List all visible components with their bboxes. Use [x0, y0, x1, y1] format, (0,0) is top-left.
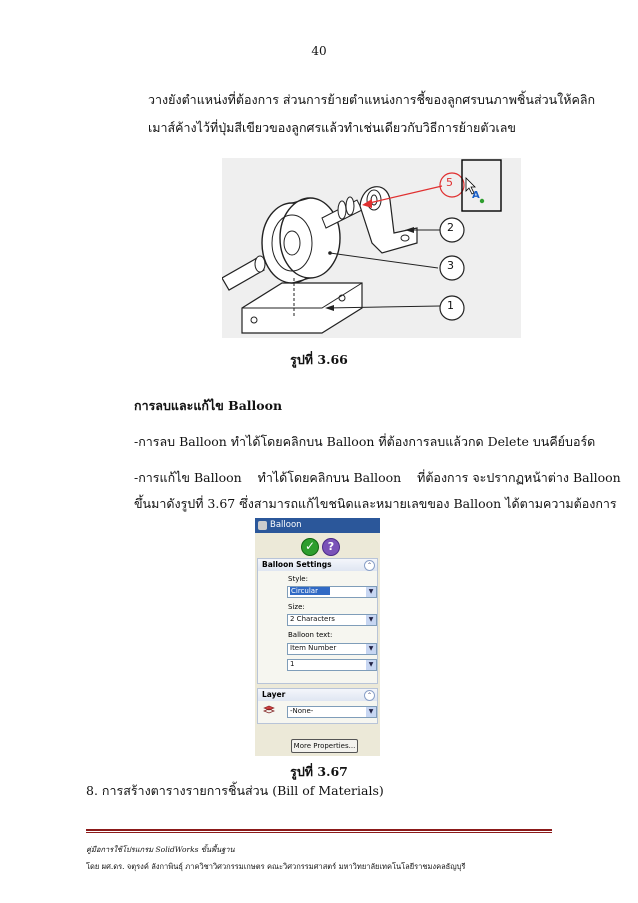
- panel-title-bar: [255, 518, 380, 533]
- layers-icon: [263, 705, 275, 715]
- section-heading: การลบและแก้ไข Balloon: [134, 398, 283, 413]
- balloon-settings-title: Balloon Settings: [262, 560, 332, 569]
- collapse-icon[interactable]: ⌃: [364, 690, 375, 701]
- footer-line-2: โดย ผศ.ดร. จตุรงค์ ลังกาพินธุ์ ภาควิชาวิศวกรรมเกษตร คณะวิศวกรรมศาสตร์ มหาวิทยาลัยเทคโนโลยีราชมงคลธัญบุรี: [86, 862, 466, 871]
- layer-select[interactable]: [287, 706, 377, 718]
- chevron-down-icon[interactable]: ▼: [366, 707, 376, 717]
- chevron-down-icon[interactable]: ▼: [366, 660, 376, 670]
- balloon-settings-header[interactable]: [258, 559, 377, 571]
- intro-line-2: เมาส์ค้างไว้ที่ปุ่มสีเขียวของลูกศรแล้วทำเช่นเดียวกับวิธีการย้ายตัวเลข: [148, 120, 516, 135]
- style-value: Circular: [290, 587, 330, 595]
- balloon-drawing-figure: [222, 158, 521, 338]
- help-button[interactable]: ?: [322, 538, 340, 556]
- item-number-value: 1: [290, 660, 295, 668]
- panel-title: Balloon: [270, 520, 302, 530]
- style-select[interactable]: [287, 586, 377, 598]
- layer-title: Layer: [262, 690, 286, 699]
- style-label: Style:: [288, 575, 308, 583]
- balloon-settings-group: [257, 558, 378, 684]
- figure-caption-3-66: รูปที่ 3.66: [290, 352, 348, 367]
- balloon-property-panel: [255, 518, 380, 756]
- balloon-text-select[interactable]: [287, 643, 377, 655]
- balloon-2: 2: [447, 221, 454, 234]
- intro-line-1: วางยังตำแหน่งที่ต้องการ ส่วนการย้ายตำแหน่งการชี้ของลูกศรบนภาพชิ้นส่วนให้คลิก: [148, 92, 596, 107]
- balloon-text-value: Item Number: [290, 644, 337, 652]
- footer-rule-thin: [86, 832, 552, 833]
- size-label: Size:: [288, 603, 305, 611]
- svg-text:A: A: [472, 190, 480, 201]
- footer-line-1: คู่มือการใช้โปรแกรม SolidWorks ขั้นพื้นฐาน: [86, 845, 235, 854]
- chevron-down-icon[interactable]: ▼: [366, 587, 376, 597]
- figure-caption-3-67: รูปที่ 3.67: [290, 764, 348, 779]
- balloon-5: 5: [446, 176, 453, 189]
- layer-group: [257, 688, 378, 724]
- item-number-select[interactable]: [287, 659, 377, 671]
- more-properties-button[interactable]: More Properties...: [291, 739, 358, 753]
- chevron-down-icon[interactable]: ▼: [366, 644, 376, 654]
- footer-rule: [86, 829, 552, 831]
- balloon-3: 3: [447, 259, 454, 272]
- delete-instruction: -การลบ Balloon ทำได้โดยคลิกบน Balloon ที่ต้องการลบแล้วกด Delete บนคีย์บอร์ด: [134, 434, 596, 449]
- collapse-icon[interactable]: ⌃: [364, 560, 375, 571]
- size-value: 2 Characters: [290, 615, 335, 623]
- size-select[interactable]: [287, 614, 377, 626]
- ok-button[interactable]: [301, 538, 319, 556]
- balloon-1: 1: [447, 299, 454, 312]
- balloon-text-label: Balloon text:: [288, 631, 333, 639]
- edit-instruction-2: ขึ้นมาดังรูปที่ 3.67 ซึ่งสามารถแก้ไขชนิดและหมายเลขของ Balloon ได้ตามความต้องการ: [134, 496, 617, 511]
- chevron-down-icon[interactable]: ▼: [366, 615, 376, 625]
- balloon-icon: [258, 521, 267, 530]
- layer-value: -None-: [290, 707, 314, 715]
- layer-header[interactable]: [258, 689, 377, 701]
- edit-instruction-1: -การแก้ไข Balloon ทำได้โดยคลิกบน Balloon ที่ต้องการ จะปรากฏหน้าต่าง Balloon: [134, 470, 621, 485]
- page-number: 40: [311, 44, 327, 58]
- section-8-heading: 8. การสร้างตารางรายการชิ้นส่วน (Bill of Materials): [86, 783, 384, 798]
